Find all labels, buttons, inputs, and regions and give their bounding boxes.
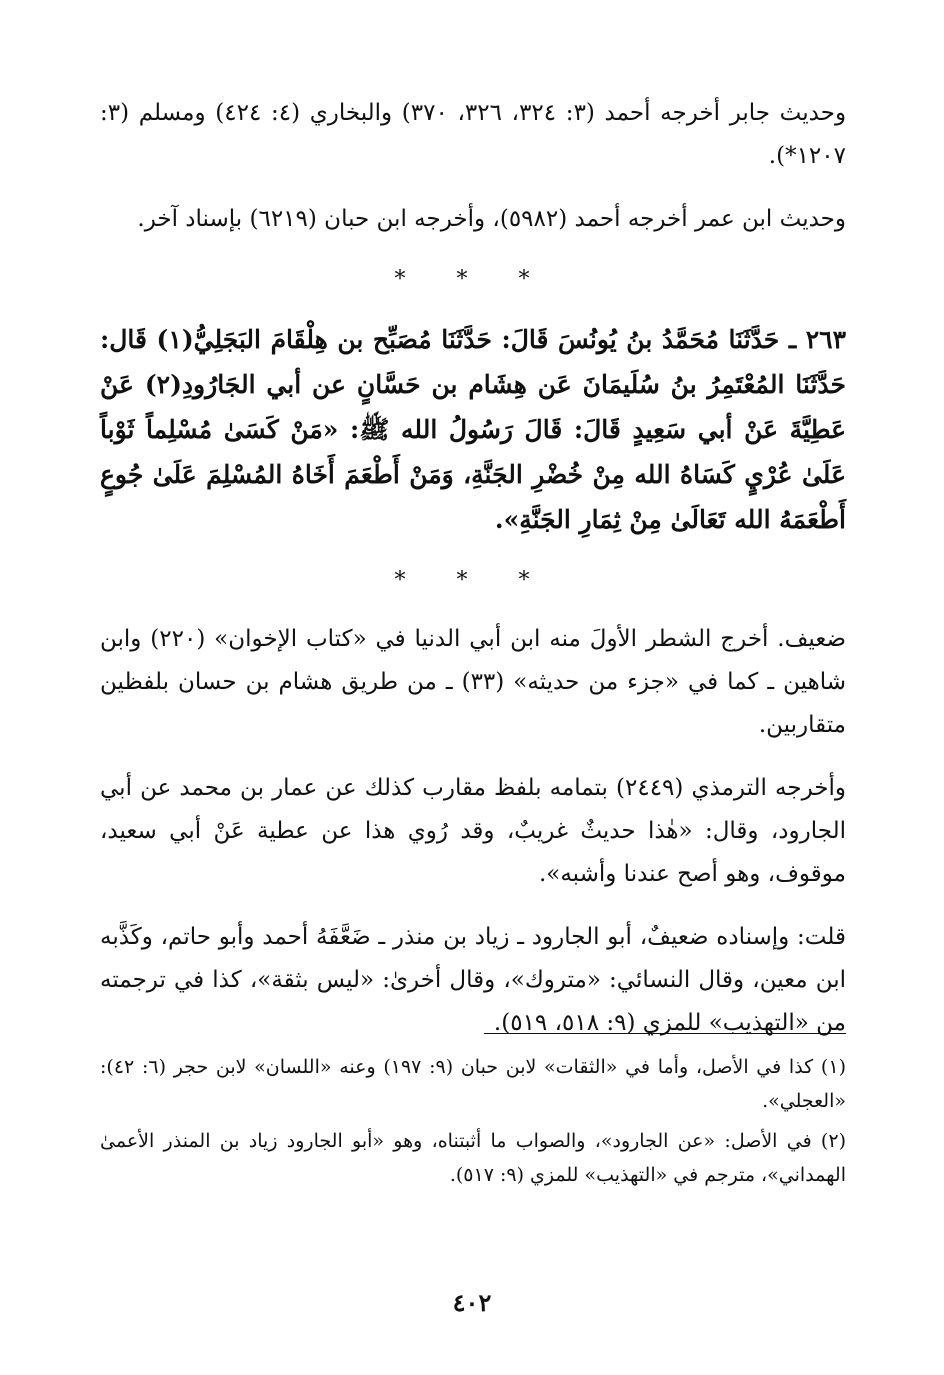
footnote-2: (٢) في الأصل: «عن الجارود»، والصواب ما أثبتناه، وهو «أبو الجارود زياد بن المنذر الأعمىٰ الهمداني»، مترجم في «التهذيب» للمزي (٩: ٥١٧). <box>100 1130 846 1186</box>
separator-stars: * * * <box>394 568 552 593</box>
paragraph-comment: قلت: وإسناده ضعيفٌ، أبو الجارود ـ زياد بن منذر ـ ضَعَّفَهُ أحمد وأبو حاتم، وكَذَّبه ابن معين، وقال النسائي: «متروك»، وقال أخرىٰ: «ليس بثقة»، كذا في ترجمته من «التهذيب» للمزي (٩: ٥١٨، ٥١٩). <box>100 924 846 1036</box>
footnote-1: (١) كذا في الأصل، وأما في «الثقات» لابن حبان (٩: ١٩٧) وعنه «اللسان» لابن حجر (٦: ٤٢): «العجلي». <box>100 1056 846 1112</box>
paragraph-grading: ضعيف. أخرج الشطر الأولَ منه ابن أبي الدنيا في «كتاب الإخوان» (٢٢٠) وابن شاهين ـ كما في «جزء من حديثه» (٣٣) ـ من طريق هشام بن حسان بلفظين متقاربين. <box>100 626 846 738</box>
separator-stars: * * * <box>394 267 552 292</box>
main-text <box>100 92 846 1045</box>
paragraph-ibn-umar: وحديث ابن عمر أخرجه أحمد (٥٩٨٢)، وأخرجه ابن حبان (٦٢١٩) بإسناد آخر. <box>137 206 846 232</box>
paragraph-jabir: وحديث جابر أخرجه أحمد (٣: ٣٢٤، ٣٢٦، ٣٧٠) والبخاري (٤: ٤٢٤) ومسلم (٣: ١٢٠٧*). <box>100 100 847 169</box>
footnote-divider <box>484 1033 846 1034</box>
footnotes <box>100 1050 846 1198</box>
hadith-263: ٢٦٣ ـ حَدَّثَنَا مُحَمَّدُ بنُ يُونُسَ قَالَ: حَدَّثَنَا مُصَبِّح بن هِلْقَامَ البَجَلِيُّ(١) قَال: حَدَّثَنَا المُعْتَمِرُ بنُ سُلَيمَانَ عَن هِشَام بن حَسَّانٍ عن أبي الجَارُودِ(٢) عَنْ عَطِيَّةَ عَنْ أبي سَعِيدٍ قَالَ: قَالَ رَسُولُ الله ﷺ: «مَنْ كَسَىٰ مُسْلِماً ثَوْباً عَلَىٰ عُرْيٍ كَسَاهُ الله مِنْ خُضْرِ الجَنَّةِ، وَمَنْ أَطْعَمَ أَخَاهُ المُسْلِمَ عَلَىٰ جُوعٍ أَطْعَمَهُ الله تَعَالَىٰ مِنْ ثِمَارِ الجَنَّةِ». <box>100 325 847 534</box>
paragraph-tirmidhi: وأخرجه الترمذي (٢٤٤٩) بتمامه بلفظ مقارب كذلك عن عمار بن محمد عن أبي الجارود، وقال: «هٰذا حديثٌ غريبٌ، وقد رُوي هذا عن عطية عَنْ أبي سعيد، موقوف، وهو أصح عندنا وأشبه». <box>100 775 846 887</box>
page-number: ٤٠٢ <box>452 1288 492 1317</box>
